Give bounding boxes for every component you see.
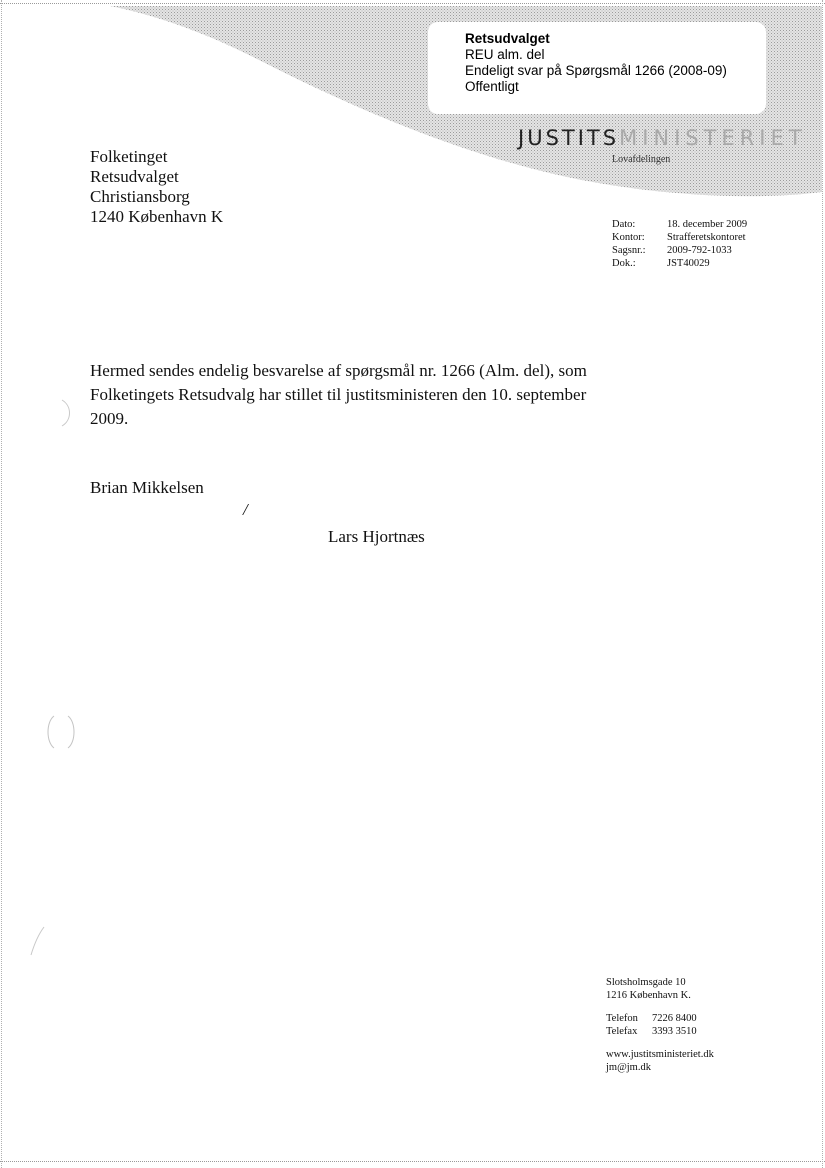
recipient-line: Retsudvalget <box>90 167 179 186</box>
doc-value: JST40029 <box>667 258 710 269</box>
recipient-address <box>90 147 223 227</box>
recipient-line: 1240 København K <box>90 207 224 226</box>
scan-artifact-stroke <box>28 925 48 957</box>
date-label: Dato: <box>612 219 636 230</box>
document-stamp <box>428 22 766 114</box>
footer-street: Slotsholmsgade 10 <box>606 977 686 988</box>
scan-edge-bottom <box>0 1161 825 1162</box>
office-value: Strafferetskontoret <box>667 232 746 243</box>
recipient-line: Christiansborg <box>90 187 190 206</box>
footer-address <box>606 976 714 1002</box>
office-label: Kontor: <box>612 232 645 243</box>
meta-row-office <box>612 231 747 244</box>
footer-online <box>606 1048 714 1074</box>
body-line: 2009. <box>90 409 129 428</box>
footer-contact <box>606 976 714 1074</box>
stamp-subject: Endeligt svar på Spørgsmål 1266 (2008-09) <box>465 63 727 78</box>
footer-website: www.justitsministeriet.dk <box>606 1049 714 1060</box>
recipient-line: Folketinget <box>90 147 168 166</box>
footer-fax <box>606 1025 714 1038</box>
doc-label: Dok.: <box>612 258 636 269</box>
fax-label: Telefax <box>606 1026 638 1037</box>
meta-row-case <box>612 244 747 257</box>
body-line: Folketingets Retsudvalg har stillet til justitsministeren den 10. september <box>90 385 587 404</box>
scan-artifact-arc <box>56 398 76 428</box>
case-label: Sagsnr.: <box>612 245 646 256</box>
logo-bold-part: JUSTITS <box>518 126 620 150</box>
logo-light-part: MINISTERIET <box>619 126 807 150</box>
stamp-status: Offentligt <box>465 79 519 94</box>
footer-email: jm@jm.dk <box>606 1062 651 1073</box>
signature-separator: / <box>243 500 248 519</box>
footer-phone <box>606 1012 714 1025</box>
signature-name-2: Lars Hjortnæs <box>328 527 425 546</box>
stamp-committee: Retsudvalget <box>465 31 550 46</box>
footer-city: 1216 København K. <box>606 990 691 1001</box>
signature-name-1: Brian Mikkelsen <box>90 478 204 497</box>
case-value: 2009-792-1033 <box>667 245 732 256</box>
fax-value: 3393 3510 <box>652 1026 697 1037</box>
meta-row-doc <box>612 257 747 270</box>
footer-phones <box>606 1012 714 1038</box>
department-name: Lovafdelingen <box>612 154 671 165</box>
document-metadata <box>612 218 747 270</box>
ministry-logo <box>518 126 807 150</box>
stamp-reference: REU alm. del <box>465 47 545 62</box>
meta-row-date <box>612 218 747 231</box>
phone-label: Telefon <box>606 1013 638 1024</box>
letter-body <box>90 359 600 431</box>
body-line: Hermed sendes endelig besvarelse af spørgsmål nr. 1266 (Alm. del), som <box>90 361 587 380</box>
scan-artifact-circle <box>44 712 78 752</box>
date-value: 18. december 2009 <box>667 219 748 230</box>
phone-value: 7226 8400 <box>652 1013 697 1024</box>
